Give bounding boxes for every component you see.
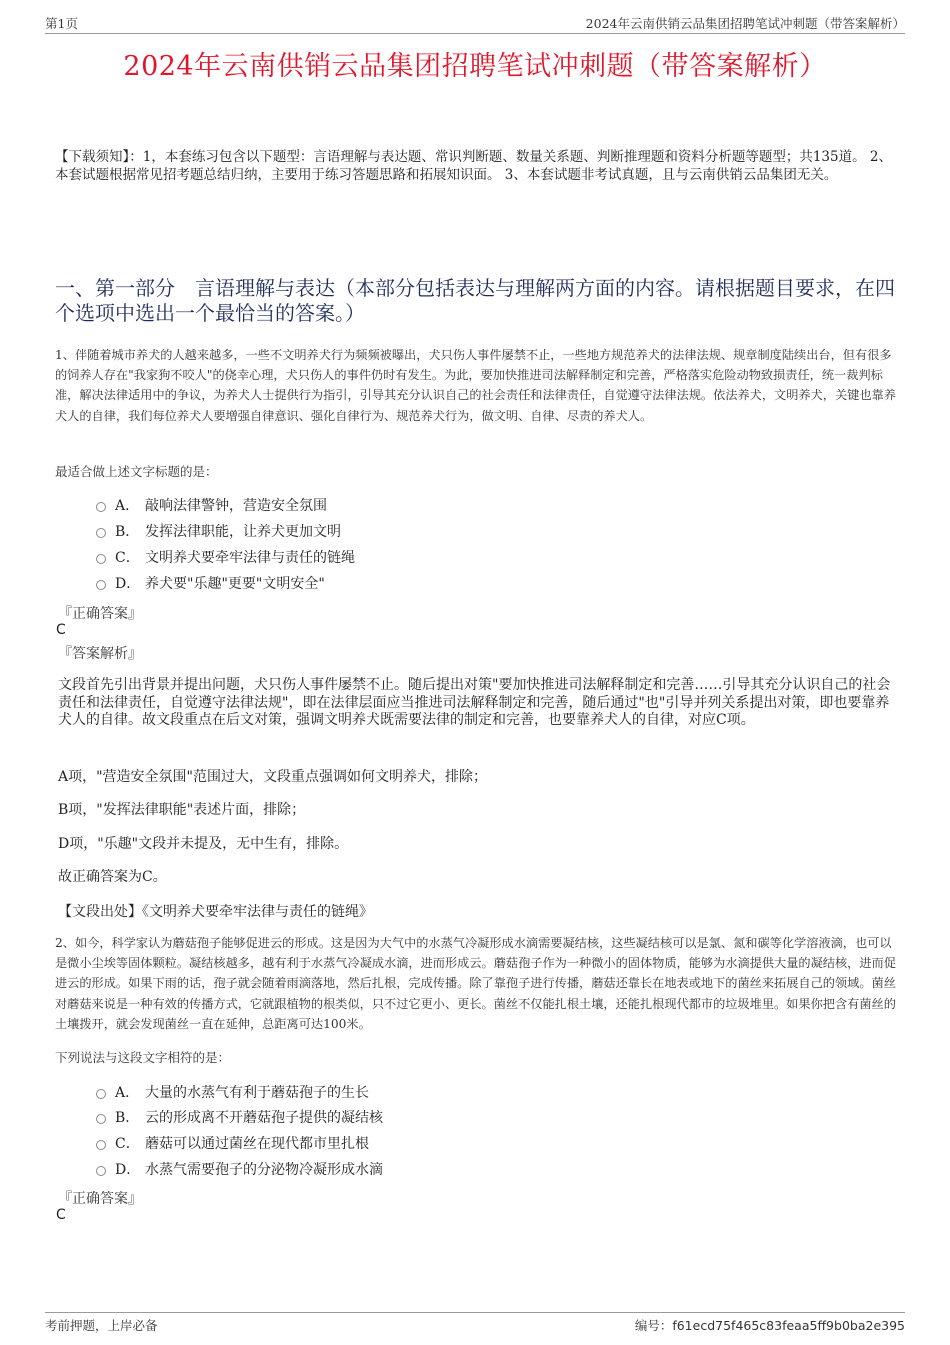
q1-option-c[interactable]: C． 文明养犬要牵牢法律与责任的链绳 [96,548,355,568]
section-heading: 一、第一部分 言语理解与表达（本部分包括表达与理解两方面的内容。请根据题目要求，在四个选项中选出一个最恰当的答案。） [55,276,895,325]
q1-option-d[interactable]: D． 养犬要"乐趣"更要"文明安全" [96,574,325,594]
q2-option-c[interactable]: C． 蘑菇可以通过菌丝在现代都市里扎根 [96,1134,369,1154]
radio-icon[interactable] [96,1166,106,1176]
running-title: 2024年云南供销云品集团招聘笔试冲刺题（带答案解析） [585,16,905,31]
header-divider [45,33,905,34]
q1-analysis-a: A项，"营造安全氛围"范围过大，文段重点强调如何文明养犬，排除； [58,769,487,785]
radio-icon[interactable] [96,502,106,512]
radio-icon[interactable] [96,1089,106,1099]
question-1-prompt: 最适合做上述文字标题的是： [55,464,218,479]
q1-answer-label: 『正确答案』 [58,606,142,622]
radio-icon[interactable] [96,580,106,590]
q1-conclusion: 故正确答案为C。 [58,869,167,885]
question-1-text: 1、伴随着城市养犬的人越来越多，一些不文明养犬行为频频被曝出，犬只伤人事件屡禁不止，一些地方规范养犬的法律法规、规章制度陆续出台，但有很多的饲养人存在"我家狗不咬人"的侥幸心理，犬只伤人的事件仍时有发生。为此，要加快推进司法解释制定和完善，严格落实危险动物致损责任，统一裁判标准，解决法律适用中的争议，为养犬人士提供行为指引，引导其充分认识自己的社会责任和法律责任，自觉遵守法律法规。依法养犬，文明养犬，关键也靠养犬人的自律，我们每位养犬人要增强自律意识、强化自律行为、规范养犬行为，做文明、自律、尽责的养犬人。 [55,348,896,423]
q1-answer: C [56,622,66,638]
q2-answer: C [56,1207,66,1223]
page-number: 第1页 [45,16,78,31]
q2-option-b[interactable]: B． 云的形成离不开蘑菇孢子提供的凝结核 [96,1108,383,1128]
q2-option-d[interactable]: D． 水蒸气需要孢子的分泌物冷凝形成水滴 [96,1160,383,1180]
radio-icon[interactable] [96,1140,106,1150]
download-notice: 【下载须知】：1，本套练习包含以下题型：言语理解与表达题、常识判断题、数量关系题、判断推理题和资料分析题等题型；共135道。 2、本套试题根据常见招考题总结归纳，主要用于练习答题思路和拓展知识面。 3、本套试题非考试真题，且与云南供销云品集团无关。 [55,149,892,183]
document-title: 2024年云南供销云品集团招聘笔试冲刺题（带答案解析） [123,51,827,82]
q1-option-a[interactable]: A． 敲响法律警钟，营造安全氛围 [96,496,327,516]
radio-icon[interactable] [96,1114,106,1124]
q1-analysis-b: B项，"发挥法律职能"表述片面，排除； [58,802,306,818]
q2-option-a[interactable]: A． 大量的水蒸气有利于蘑菇孢子的生长 [96,1083,369,1103]
footer-code: 编号：f61ecd75f465c83feaa5ff9b0ba2e395 [634,1318,905,1333]
footer-divider [45,1312,905,1313]
question-2-text: 2、如今，科学家认为蘑菇孢子能够促进云的形成。这是因为大气中的水蒸气冷凝形成水滴需要凝结核，这些凝结核可以是氯、氮和碳等化学溶液滴，也可以是微小尘埃等固体颗粒。凝结核越多，越有利于水蒸气冷凝成水滴，进而形成云。蘑菇孢子作为一种微小的固体物质，能够为水滴提供大量的凝结核，进而促进云的形成。如果下雨的话，孢子就会随着雨滴落地，然后扎根，完成传播。除了靠孢子进行传播，蘑菇还靠长在地表或地下的菌丝来拓展自己的领域。菌丝对蘑菇来说是一种有效的传播方式，它就跟植物的根类似，只不过它更小、更长。菌丝不仅能扎根土壤，还能扎根现代都市的垃圾堆里。如果你把含有菌丝的土壤拨开，就会发现菌丝一直在延伸，总距离可达100米。 [55,936,896,1031]
q1-source: 【文段出处】《文明养犬要牵牢法律与责任的链绳》 [58,904,373,920]
q1-analysis: 文段首先引出背景并提出问题，犬只伤人事件屡禁不止。随后提出对策"要加快推进司法解释制定和完善……引导其充分认识自己的社会责任和法律责任，自觉遵守法律法规"，即在法律层面应当推进司法解释制定和完善，随后通过"也"引导并列关系提出对策，即也要靠养犬人的自律。故文段重点在后文对策，强调文明养犬既需要法律的制定和完善，也要靠养犬人的自律，对应C项。 [58,677,891,728]
radio-icon[interactable] [96,528,106,538]
radio-icon[interactable] [96,554,106,564]
question-2-prompt: 下列说法与这段文字相符的是： [55,1050,231,1065]
footer-slogan: 考前押题，上岸必备 [45,1318,158,1333]
q2-answer-label: 『正确答案』 [58,1191,142,1207]
q1-analysis-d: D项，"乐趣"文段并未提及，无中生有，排除。 [58,836,349,852]
q1-option-b[interactable]: B． 发挥法律职能，让养犬更加文明 [96,522,341,542]
q1-analysis-label: 『答案解析』 [58,646,142,662]
